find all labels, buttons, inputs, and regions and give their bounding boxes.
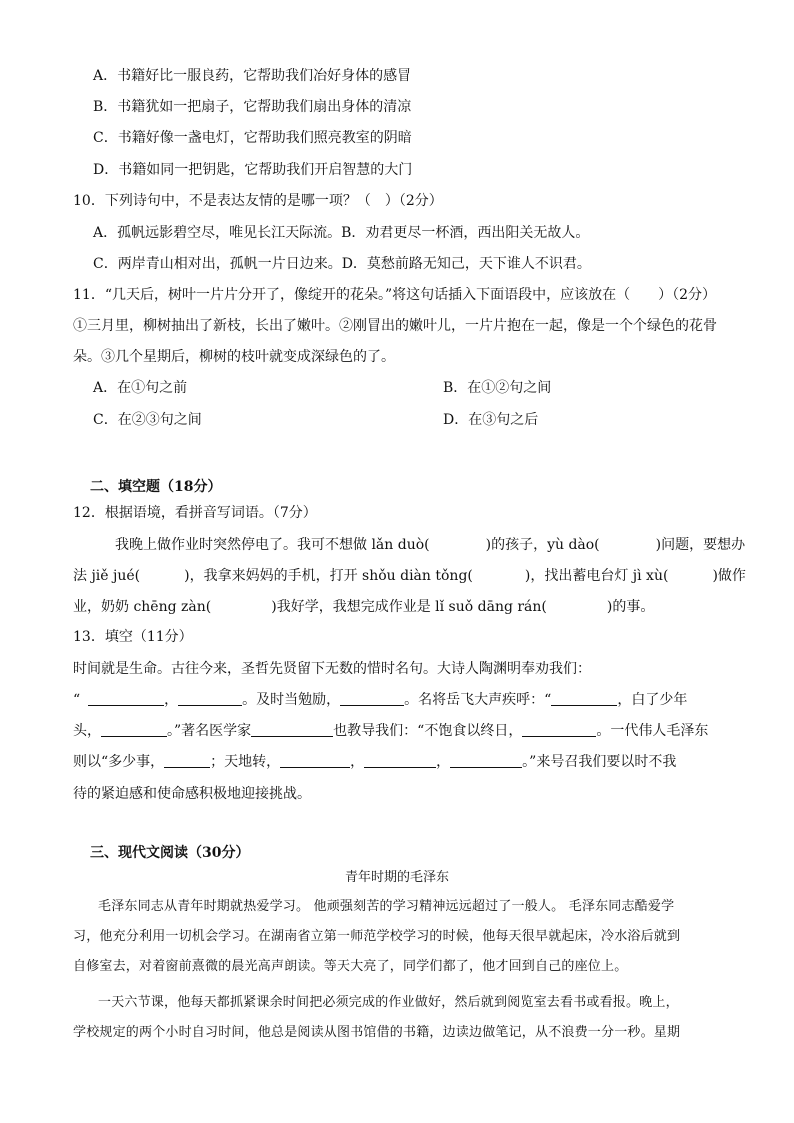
q11-passage-line2: 朵。③几个星期后，柳树的枝叶就变成深绿色的了。 [73, 349, 395, 365]
q11-option-d: D．在③句之后 [443, 412, 539, 428]
q13-line1: 时间就是生命。古往今来，圣哲先贤留下无数的惜时名句。大诗人陶渊明奉劝我们： [73, 661, 591, 677]
q12-text: )我好学，我想完成作业是 lǐ suǒ dāng rán( [271, 599, 547, 615]
section-2-title: 二、填空题（18分） [90, 479, 222, 495]
q12-line2 [73, 566, 746, 586]
q13-text: ；天地转， [210, 754, 281, 770]
q13-text: ，白了少年 [617, 692, 688, 708]
fill-blank[interactable] [101, 722, 167, 737]
fill-blank[interactable] [88, 691, 164, 706]
fill-blank[interactable] [364, 753, 436, 768]
q13-text: 头， [73, 723, 101, 739]
q11-option-a [93, 378, 552, 398]
q12-text: )做作 [712, 568, 746, 584]
fill-blank[interactable] [551, 691, 617, 706]
q12-line1 [115, 535, 745, 555]
q13-text: 。一代伟人毛泽东 [596, 723, 709, 739]
q12-text: 业，奶奶 chēng zàn( [73, 599, 212, 615]
q13-text: ， [350, 754, 365, 770]
q12-text: )的事。 [606, 599, 655, 615]
fill-blank[interactable] [450, 753, 522, 768]
q13-line3 [73, 721, 708, 741]
q12-stem: 12．根据语境，看拼音写词语。（7分） [73, 505, 317, 521]
q10-stem: 10．下列诗句中，不是表达友情的是哪一项？（ ）（2分） [73, 193, 443, 209]
article-line5: 学校规定的两个小时自习时间，他总是阅读从图书馆借的书籍，边读边做笔记，从不浪费一分一秒。星期 [73, 1025, 681, 1040]
q11-option-c [93, 410, 539, 430]
q12-text: )，我拿来妈妈的手机，打开 shǒu diàn tǒng( [184, 568, 473, 584]
fill-blank[interactable] [522, 722, 596, 737]
q9-option-c: C．书籍好像一盏电灯，它帮助我们照亮教室的阴暗 [93, 130, 412, 146]
q10-options-row2: C．两岸青山相对出，孤帆一片日边来。D．莫愁前路无知己，天下谁人不识君。 [93, 256, 591, 272]
q12-text: 我晚上做作业时突然停电了。我可不想做 lǎn duò( [115, 537, 430, 553]
q13-stem: 13．填空（11分） [73, 629, 193, 645]
q13-text: ， [164, 692, 179, 708]
q13-line5: 待的紧迫感和使命感积极地迎接挑战。 [73, 786, 311, 802]
article-line2: 习，他充分利用一切机会学习。在湖南省立第一师范学校学习的时候，他每天很早就起床，冷水浴后就到 [73, 929, 681, 944]
q9-option-d: D．书籍如同一把钥匙，它帮助我们开启智慧的大门 [93, 162, 413, 178]
q11-option-a-text: A．在①句之前 [93, 380, 188, 396]
q12-text: )问题，要想办 [655, 537, 746, 553]
fill-blank[interactable] [251, 722, 333, 737]
q13-text: 则以“多少事， [73, 754, 165, 770]
q13-text: 。名将岳飞大声疾呼：“ [404, 692, 552, 708]
q11-option-b: B．在①②句之间 [443, 380, 552, 396]
q13-text: “ [73, 692, 81, 708]
q13-text: 。”著名医学家 [167, 723, 252, 739]
q11-stem: 11．“几天后，树叶一片片分开了，像绽开的花朵。”将这句话插入下面语段中，应该放在（ ）（2分） [73, 287, 717, 303]
q13-line4 [73, 752, 676, 772]
q13-text: ， [436, 754, 451, 770]
fill-blank[interactable] [178, 691, 242, 706]
article-title: 青年时期的毛泽东 [344, 870, 449, 885]
section-3-title: 三、现代文阅读（30分） [90, 845, 250, 861]
q10-options-row1: A．孤帆远影碧空尽，唯见长江天际流。B．劝君更尽一杯酒，西出阳关无故人。 [93, 225, 590, 241]
q9-option-a: A．书籍好比一服良药，它帮助我们冶好身体的感冒 [93, 68, 412, 84]
q12-line3 [73, 597, 654, 617]
q13-line2 [73, 690, 687, 710]
q13-text: 。”来号召我们要以时不我 [522, 754, 677, 770]
q13-text: 。及时当勉励， [242, 692, 341, 708]
fill-blank[interactable] [164, 753, 210, 768]
q9-option-b: B．书籍犹如一把扇子，它帮助我们扇出身体的清凉 [93, 99, 412, 115]
article-line1: 毛泽东同志从青年时期就热爱学习。 他顽强刻苦的学习精神远远超过了一般人。 毛泽东同志酷爱学 [98, 899, 675, 914]
q11-passage-line1: ①三月里，柳树抽出了新枝，长出了嫩叶。②刚冒出的嫩叶儿，一片片抱在一起，像是一个个绿色的花骨 [73, 318, 717, 334]
fill-blank[interactable] [340, 691, 404, 706]
fill-blank[interactable] [280, 753, 350, 768]
q13-text: 也教导我们：“不饱食以终日， [333, 723, 523, 739]
article-line3: 自修室去，对着窗前熹微的晨光高声朗读。等天大亮了，同学们都了，他才回到自己的座位上。 [73, 959, 628, 974]
q12-text: )的孩子，yù dào( [485, 537, 600, 553]
q12-text: )，找出蓄电台灯 jì xù( [524, 568, 669, 584]
article-line4: 一天六节课，他每天都抓紧课余时间把必须完成的作业做好，然后就到阅览室去看书或看报。晚上， [98, 995, 679, 1010]
q12-text: 法 jiě jué( [73, 568, 141, 584]
q11-option-c-text: C．在②③句之间 [93, 412, 202, 428]
